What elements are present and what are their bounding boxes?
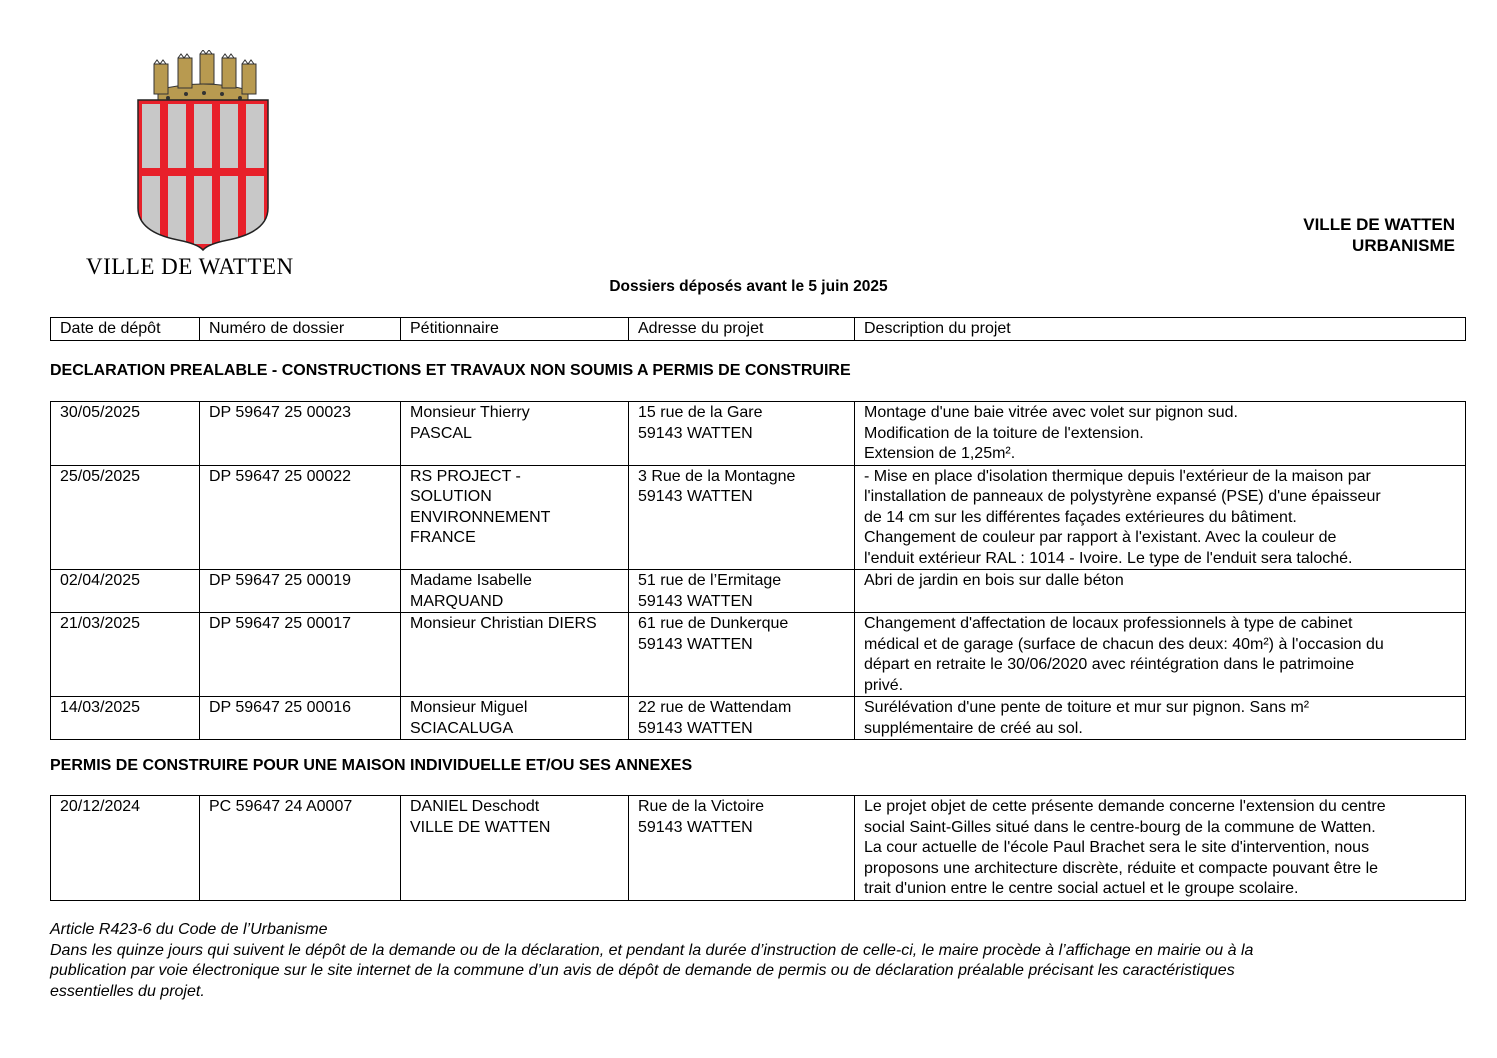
table-row — [51, 796, 1466, 901]
dossier-number-cell: PC 59647 24 A0007 — [200, 796, 401, 901]
address-line: 59143 WATTEN — [638, 592, 753, 610]
table-row — [51, 697, 1466, 740]
date-cell: 21/03/2025 — [51, 613, 200, 697]
petitioner-line: SOLUTION — [410, 488, 492, 505]
legal-line: essentielles du projet. — [50, 982, 205, 1000]
dossier-number-cell: DP 59647 25 00016 — [200, 697, 401, 740]
address-cell — [629, 402, 855, 466]
petitioner-line: DANIEL Deschodt — [410, 798, 540, 815]
dossier-number-cell: DP 59647 25 00023 — [200, 402, 401, 466]
petitioner-line: Monsieur Thierry — [410, 404, 530, 421]
petitioner-cell — [401, 570, 629, 613]
address-line: 51 rue de l’Ermitage — [638, 572, 782, 589]
description-line: Montage d'une baie vitrée avec volet sur pignon sud. — [864, 404, 1238, 421]
description-line: médical et de garage (surface de chacun des deux: 40m²) à l'occasion du — [864, 635, 1384, 653]
table-row — [51, 465, 1466, 570]
petitioner-line: Monsieur Miguel — [410, 699, 528, 716]
table-row — [51, 570, 1466, 613]
dossier-number-cell: DP 59647 25 00017 — [200, 613, 401, 697]
petitioner-line: FRANCE — [410, 529, 476, 546]
petitioner-line: RS PROJECT - — [410, 467, 521, 485]
description-line: trait d'union entre le centre social actuel et le groupe scolaire. — [864, 880, 1299, 897]
petitioner-line: Monsieur Christian DIERS — [410, 615, 597, 632]
address-cell — [629, 613, 855, 697]
address-line: 59143 WATTEN — [638, 719, 753, 737]
date-cell: 14/03/2025 — [51, 697, 200, 740]
address-line: 3 Rue de la Montagne — [638, 467, 796, 485]
description-line: Le projet objet de cette présente demande concerne l'extension du centre — [864, 798, 1386, 815]
address-line: 59143 WATTEN — [638, 424, 753, 442]
description-line: Changement de couleur par rapport à l'existant. Avec la couleur de — [864, 529, 1337, 546]
description-line: Modification de la toiture de l'extension. — [864, 424, 1144, 442]
column-header: Pétitionnaire — [401, 318, 629, 341]
address-line: 22 rue de Wattendam — [638, 699, 792, 716]
dossier-number-cell: DP 59647 25 00022 — [200, 465, 401, 570]
section-title-pc: PERMIS DE CONSTRUIRE POUR UNE MAISON INDIVIDUELLE ET/OU SES ANNEXES — [50, 757, 693, 774]
description-line: Changement d'affectation de locaux professionnels à type de cabinet — [864, 615, 1353, 632]
org-name: VILLE DE WATTEN — [1303, 215, 1455, 234]
address-cell — [629, 465, 855, 570]
petitioner-line: VILLE DE WATTEN — [410, 818, 551, 836]
legal-notice — [50, 920, 1470, 1002]
column-header: Numéro de dossier — [200, 318, 401, 341]
column-header-table — [50, 317, 1466, 341]
address-line: 15 rue de la Gare — [638, 404, 763, 421]
address-line: 61 rue de Dunkerque — [638, 615, 789, 632]
legal-line: Dans les quinze jours qui suivent le dépôt de la demande ou de la déclaration, et pendant la durée d’instruction de celle-ci, le maire procède à l’affichage en mairie ou à la — [50, 941, 1254, 959]
description-line: privé. — [864, 676, 904, 694]
description-line: l'enduit extérieur RAL : 1014 - Ivoire. Le type de l'enduit sera taloché. — [864, 549, 1353, 567]
petitioner-cell — [401, 402, 629, 466]
description-line: de 14 cm sur les différentes façades extérieures du bâtiment. — [864, 508, 1297, 526]
petitioner-line: Madame Isabelle — [410, 572, 532, 589]
dp-table — [50, 401, 1466, 740]
table-row — [51, 613, 1466, 697]
description-line: social Saint-Gilles situé dans le centre-bourg de la commune de Watten. — [864, 818, 1376, 836]
petitioner-line: ENVIRONNEMENT — [410, 508, 551, 526]
date-cell: 30/05/2025 — [51, 402, 200, 466]
description-line: Abri de jardin en bois sur dalle béton — [864, 572, 1124, 589]
address-line: 59143 WATTEN — [638, 635, 753, 653]
legal-line: publication par voie électronique sur le site internet de la commune d’un avis de dépôt de demande de permis ou de déclaration préalable précisant les caractéristiques — [50, 962, 1235, 979]
description-cell — [855, 697, 1466, 740]
address-line: 59143 WATTEN — [638, 488, 753, 505]
description-cell — [855, 796, 1466, 901]
description-line: supplémentaire de créé au sol. — [864, 719, 1083, 737]
date-cell: 25/05/2025 — [51, 465, 200, 570]
column-header: Adresse du projet — [629, 318, 855, 341]
description-cell — [855, 570, 1466, 613]
date-cell: 02/04/2025 — [51, 570, 200, 613]
column-header-row — [51, 318, 1466, 341]
petitioner-line: PASCAL — [410, 424, 472, 442]
petitioner-line: MARQUAND — [410, 592, 504, 610]
petitioner-cell — [401, 796, 629, 901]
column-header: Description du projet — [855, 318, 1466, 341]
organization-block — [1303, 214, 1455, 256]
pc-table — [50, 795, 1466, 901]
dossier-number-cell: DP 59647 25 00019 — [200, 570, 401, 613]
description-cell — [855, 465, 1466, 570]
description-cell — [855, 402, 1466, 466]
column-header: Date de dépôt — [51, 318, 200, 341]
page-title: Dossiers déposés avant le 5 juin 2025 — [609, 278, 888, 295]
petitioner-cell — [401, 465, 629, 570]
address-cell — [629, 697, 855, 740]
city-crest-logo — [128, 50, 278, 255]
description-line: proposons une architecture discrète, réduite et compacte pouvant être le — [864, 859, 1379, 877]
petitioner-line: SCIACALUGA — [410, 719, 514, 737]
address-cell — [629, 570, 855, 613]
description-line: départ en retraite le 30/06/2020 avec réintégration dans le patrimoine — [864, 656, 1355, 673]
section-title-dp: DECLARATION PREALABLE - CONSTRUCTIONS ET TRAVAUX NON SOUMIS A PERMIS DE CONSTRUIRE — [50, 362, 851, 379]
address-line: 59143 WATTEN — [638, 818, 753, 836]
org-department: URBANISME — [1352, 236, 1455, 255]
petitioner-cell — [401, 613, 629, 697]
address-line: Rue de la Victoire — [638, 798, 764, 815]
address-cell — [629, 796, 855, 901]
petitioner-cell — [401, 697, 629, 740]
legal-title: Article R423-6 du Code de l’Urbanisme — [50, 921, 328, 938]
logo-caption: VILLE DE WATTEN — [86, 254, 294, 279]
description-line: La cour actuelle de l'école Paul Brachet sera le site d'intervention, nous — [864, 839, 1370, 856]
table-row — [51, 402, 1466, 466]
description-line: Surélévation d'une pente de toiture et mur sur pignon. Sans m² — [864, 699, 1310, 716]
description-line: - Mise en place d'isolation thermique depuis l'extérieur de la maison par — [864, 467, 1371, 485]
description-cell — [855, 613, 1466, 697]
description-line: Extension de 1,25m². — [864, 445, 1016, 462]
description-line: l'installation de panneaux de polystyrène expansé (PSE) d'une épaisseur — [864, 488, 1381, 505]
date-cell: 20/12/2024 — [51, 796, 200, 901]
